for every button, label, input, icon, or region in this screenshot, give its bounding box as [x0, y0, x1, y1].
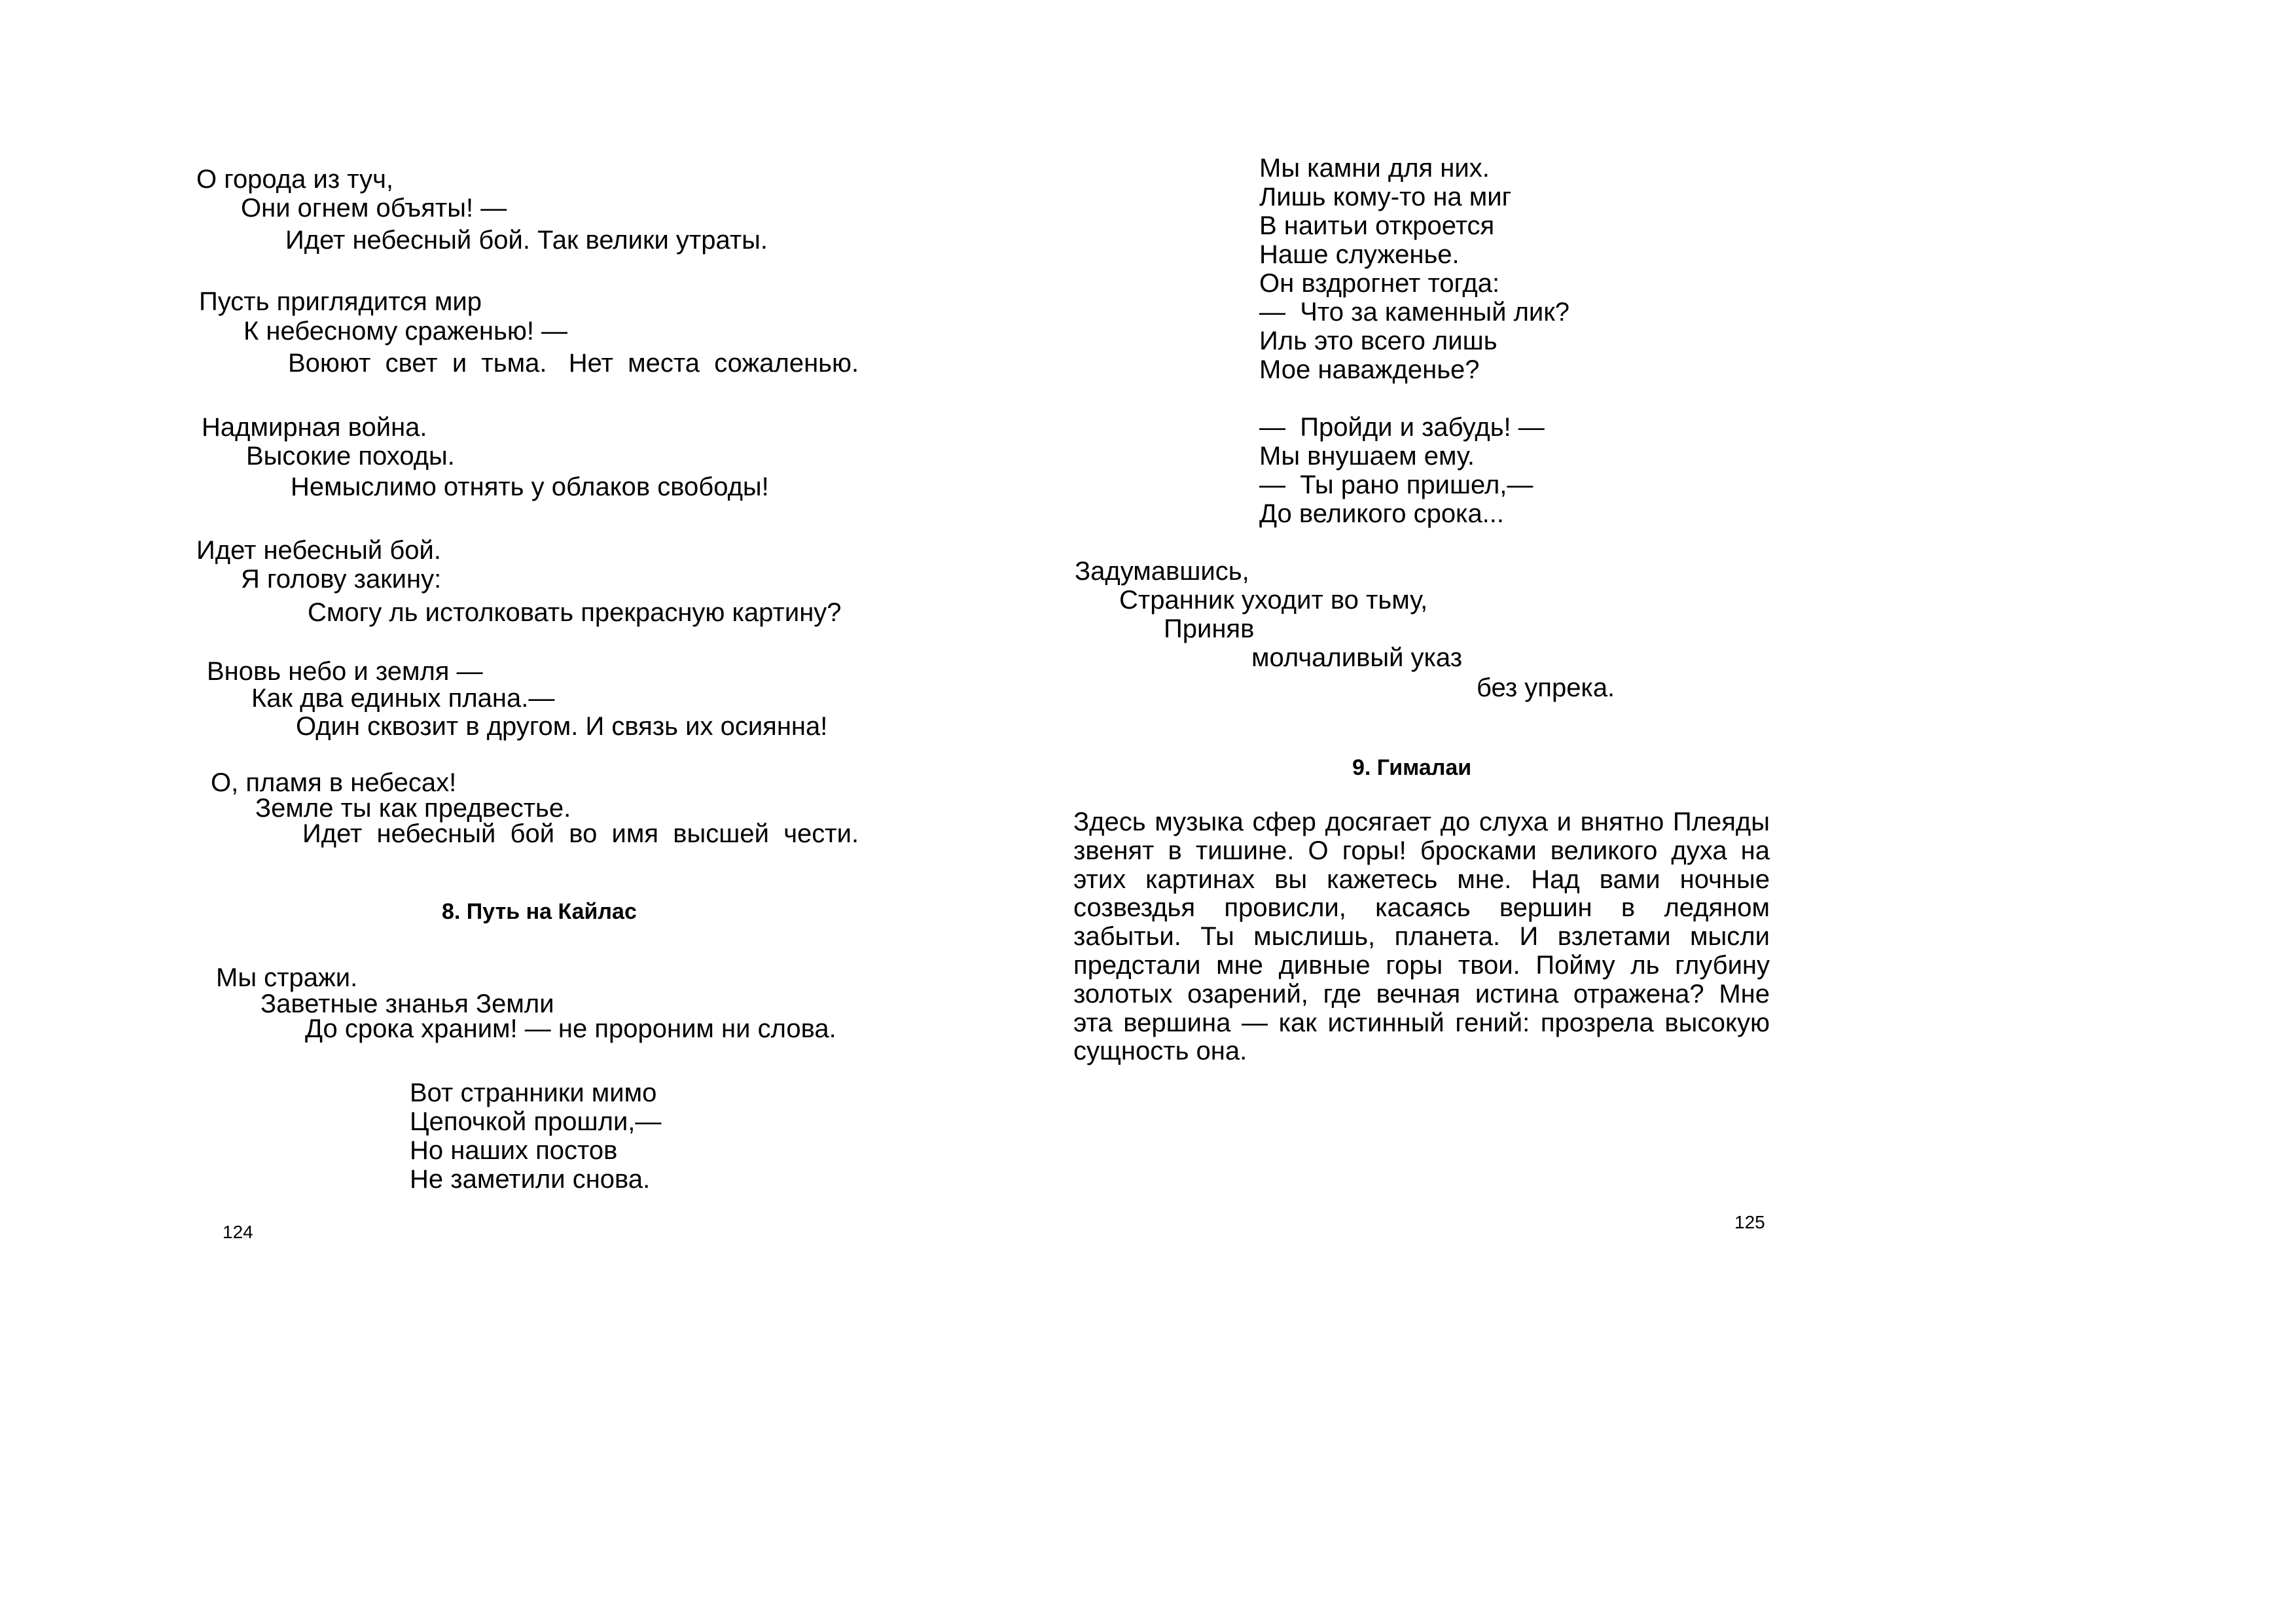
poem-line: Немыслимо отнять у облаков свободы! [291, 473, 769, 501]
page-number-right: 125 [1734, 1212, 1765, 1232]
poem-line: Пусть приглядится мир [199, 287, 482, 316]
poem-line: Земле ты как предвестье. [255, 794, 571, 823]
poem-line: Идет небесный бой во имя высшей чести. [302, 819, 859, 848]
poem-line: О, пламя в небесах! [211, 768, 457, 797]
poem-line: без упрека. [1477, 673, 1615, 702]
poem-line: Идет небесный бой. Так велики утраты. [285, 226, 768, 255]
poem-line: До великого срока... [1259, 499, 1505, 528]
left-page [0, 0, 1047, 1623]
poem-line: Но наших постов [410, 1136, 618, 1165]
poem-line: Один сквозит в другом. И связь их осиянна! [296, 712, 828, 741]
poem-line: Как два единых плана.— [251, 684, 555, 713]
section-8-title: 8. Путь на Кайлас [442, 899, 637, 924]
poem-line: Приняв [1164, 615, 1255, 643]
poem-line: Идет небесный бой. [196, 536, 441, 565]
poem-line: Я голову закину: [241, 565, 442, 594]
poem-line: Лишь кому-то на миг [1259, 183, 1512, 211]
section-9-title: 9. Гималаи [1352, 755, 1472, 780]
poem-line: молчаливый указ [1251, 643, 1463, 672]
poem-line: Мы камни для них. [1259, 154, 1490, 183]
poem-line: Он вздрогнет тогда: [1259, 269, 1500, 298]
poem-line: Мы стражи. [216, 963, 358, 992]
poem-line: Цепочкой прошли,— [410, 1107, 662, 1136]
page-number-left: 124 [223, 1222, 253, 1242]
poem-line: Мое наважденье? [1259, 355, 1480, 384]
poem-line: До срока храним! — не пророним ни слова. [305, 1014, 836, 1043]
poem-line: Вот странники мимо [410, 1079, 657, 1107]
poem-line: Высокие походы. [246, 442, 455, 471]
poem-line: Задумавшись, [1075, 557, 1249, 586]
poem-line: Надмирная война. [202, 413, 427, 442]
poem-line: — Ты рано пришел,— [1259, 471, 1534, 499]
poem-line: — Что за каменный лик? [1259, 298, 1570, 327]
poem-line: — Пройди и забудь! — [1259, 413, 1545, 442]
poem-line: В наитьи откроется [1259, 211, 1495, 240]
poem-line: Они огнем объяты! — [241, 194, 507, 223]
poem-line: Воюют свет и тьма. Нет места сожаленью. [288, 349, 859, 378]
himalaya-prose: Здесь музыка сфер досягает до слуха и внятно Плеяды звенят в тишине. О горы! бросками великого духа на этих картинах вы кажетесь мне. Над вами ночные созвездья провисли, касаясь вершин в ледяном забытьи. Ты мыслишь, планета. И взлетами мысли предстали мне дивные горы твои. Пойму ль глубину золотых озарений, где вечная истина отражена? Мне эта вершина — как истинный гений: прозрела высокую сущность она. [1073, 808, 1770, 1066]
poem-line: Странник уходит во тьму, [1119, 586, 1428, 615]
poem-line: К небесному сраженью! — [243, 317, 568, 346]
poem-line: Не заметили снова. [410, 1165, 651, 1194]
poem-line: Иль это всего лишь [1259, 327, 1498, 355]
poem-line: Смогу ль истолковать прекрасную картину? [308, 598, 842, 627]
poem-line: Заветные знанья Земли [260, 990, 554, 1018]
poem-line: Вновь небо и земля — [207, 657, 483, 686]
poem-line: Наше служенье. [1259, 240, 1460, 269]
poem-line: О города из туч, [196, 165, 394, 194]
poem-line: Мы внушаем ему. [1259, 442, 1475, 471]
